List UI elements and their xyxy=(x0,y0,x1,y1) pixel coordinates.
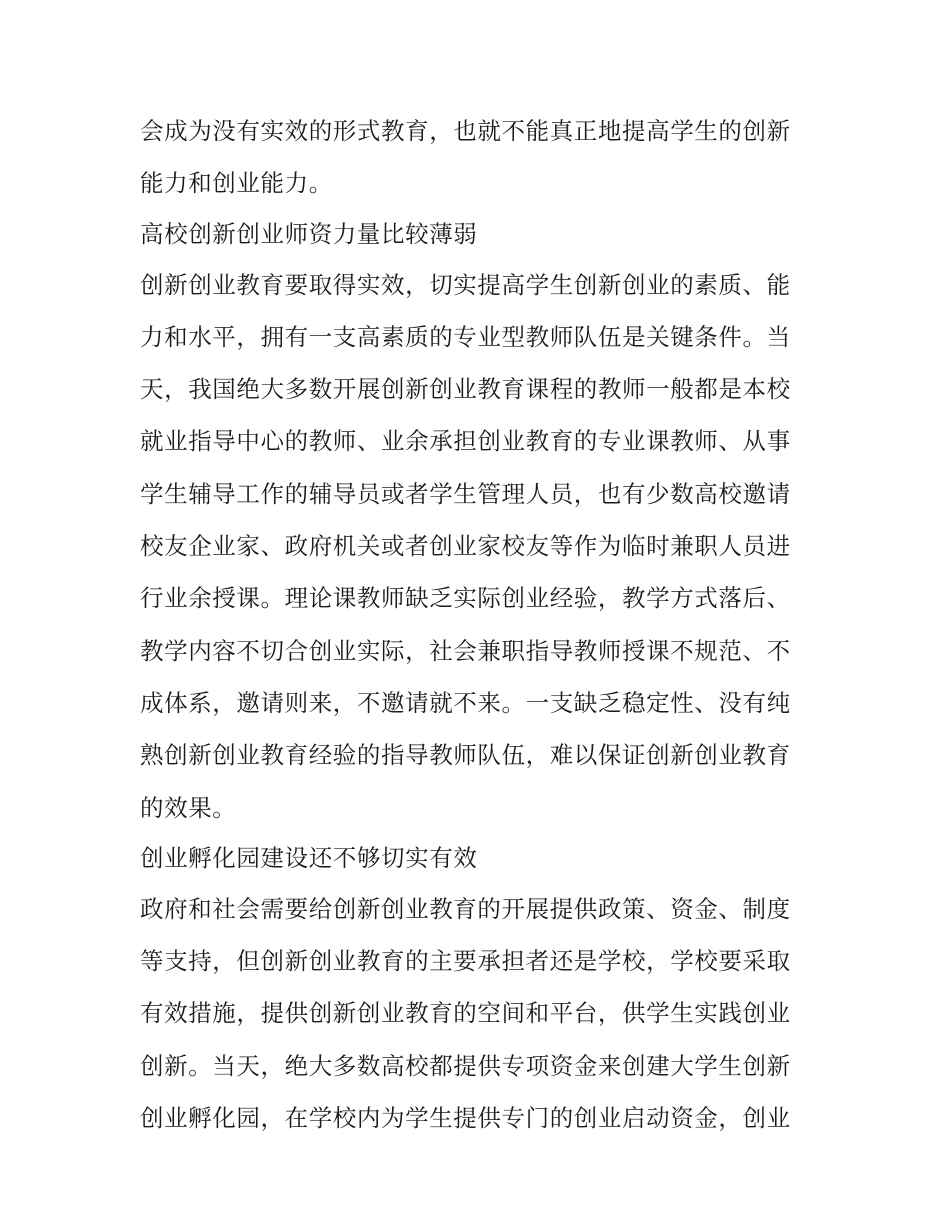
text-line: 会成为没有实效的形式教育，也就不能真正地提高学生的创新 xyxy=(140,117,791,145)
text-line: 天，我国绝大多数开展创新创业教育课程的教师一般都是本校 xyxy=(140,375,791,404)
text-line: 创新。当天，绝大多数高校都提供专项资金来创建大学生创新 xyxy=(140,1051,791,1080)
text-line: 政府和社会需要给创新创业教育的开展提供政策、资金、制度 xyxy=(140,894,791,923)
text-line: 创业孵化园，在学校内为学生提供专门的创业启动资金，创业 xyxy=(140,1104,791,1133)
section-heading xyxy=(140,834,812,883)
text-line: 等支持，但创新创业教育的主要承担者还是学校，学校要采取 xyxy=(140,947,791,976)
text-line: 校友企业家、政府机关或者创业家校友等作为临时兼职人员进 xyxy=(140,532,791,561)
text-line: 成体系，邀请则来，不邀请就不来。一支缺乏稳定性、没有纯 xyxy=(140,688,791,717)
document-page xyxy=(140,105,812,1144)
heading-text: 创业孵化园建设还不够切实有效 xyxy=(140,843,478,872)
text-line: 能力和创业能力。 xyxy=(140,169,333,198)
heading-text: 高校创新创业师资力量比较薄弱 xyxy=(140,219,478,248)
paragraph xyxy=(140,883,812,1144)
text-line: 学生辅导工作的辅导员或者学生管理人员，也有少数高校邀请 xyxy=(140,479,791,508)
section-heading xyxy=(140,210,812,259)
text-line: 的效果。 xyxy=(140,793,237,822)
text-line: 熟创新创业教育经验的指导教师队伍，难以保证创新创业教育 xyxy=(140,741,791,770)
text-line: 行业余授课。理论课教师缺乏实际创业经验，教学方式落后、 xyxy=(140,584,791,613)
paragraph xyxy=(140,259,812,834)
text-line: 教学内容不切合创业实际，社会兼职指导教师授课不规范、不 xyxy=(140,636,791,665)
text-line: 就业指导中心的教师、业余承担创业教育的专业课教师、从事 xyxy=(140,427,791,456)
paragraph-continued xyxy=(140,105,812,210)
text-line: 力和水平，拥有一支高素质的专业型教师队伍是关键条件。当 xyxy=(140,322,791,351)
text-line: 创新创业教育要取得实效，切实提高学生创新创业的素质、能 xyxy=(140,270,791,299)
text-line: 有效措施，提供创新创业教育的空间和平台，供学生实践创业 xyxy=(140,999,791,1028)
